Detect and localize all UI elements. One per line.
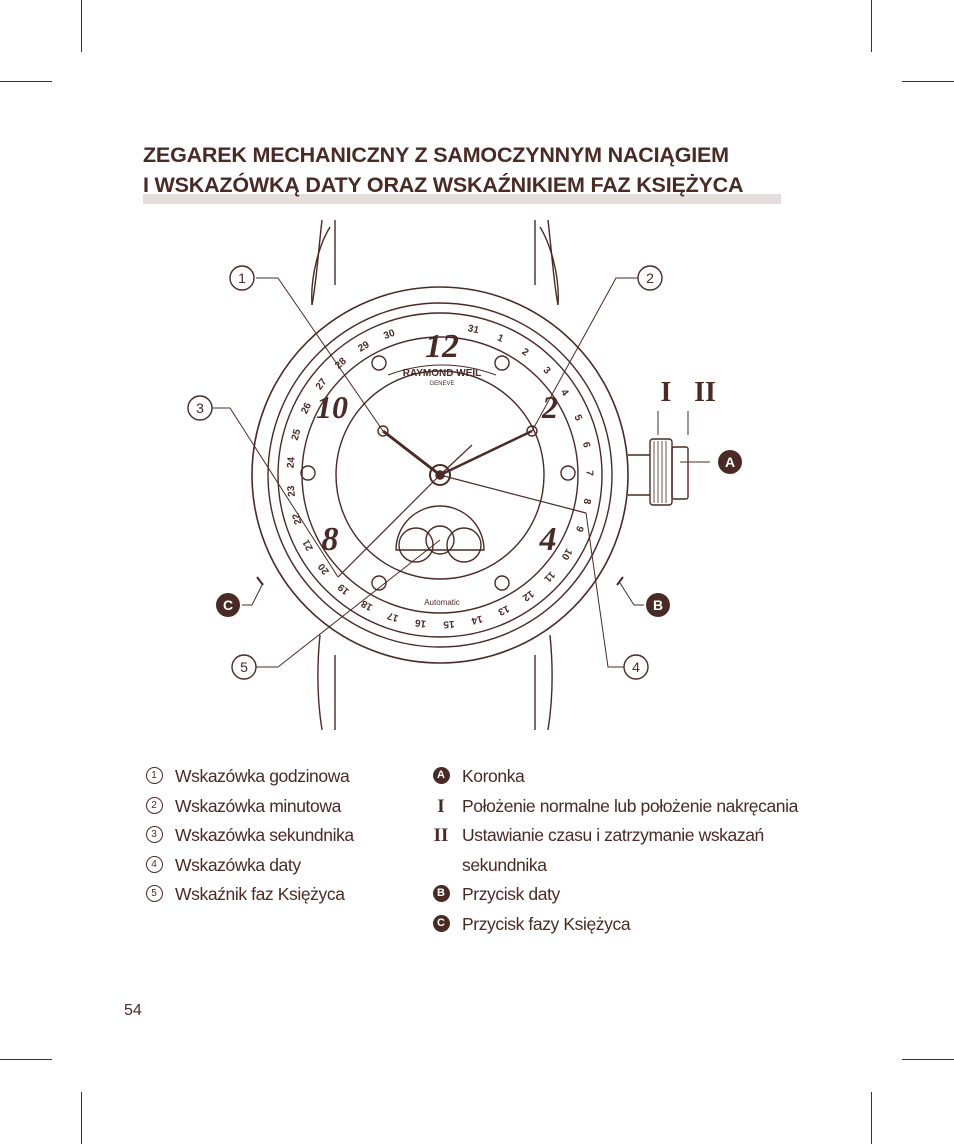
hour-dot xyxy=(495,576,509,590)
date-ring-number: 17 xyxy=(386,609,401,624)
numeral-4: 4 xyxy=(539,521,557,558)
legend-right xyxy=(430,762,798,939)
moon-window xyxy=(396,506,484,550)
crown-stem xyxy=(672,447,688,499)
watch-diagram xyxy=(160,215,800,735)
center-cap xyxy=(436,471,444,479)
legend-item xyxy=(143,851,403,881)
date-ring-number: 21 xyxy=(301,537,316,553)
hour-dot xyxy=(301,466,315,480)
legend-item xyxy=(430,910,790,940)
legend-item xyxy=(430,762,790,792)
hour-dot xyxy=(372,356,386,370)
date-ring-number: 10 xyxy=(558,546,574,562)
numeral-2: 2 xyxy=(542,389,558,425)
seconds-hand xyxy=(338,475,440,577)
legend-text: Wskazówka sekundnika xyxy=(175,825,354,845)
strap-bottom-right-edge xyxy=(548,635,552,730)
date-ring-number: 5 xyxy=(571,413,584,423)
title-line-1: ZEGAREK MECHANICZNY Z SAMOCZYNNYM NACIĄGIEM xyxy=(143,143,729,167)
date-ring-number: 18 xyxy=(359,597,375,613)
date-ring-number: 24 xyxy=(285,456,298,469)
hour-dot xyxy=(495,356,509,370)
legend-text: Koronka xyxy=(462,766,525,786)
strap-top-right-edge xyxy=(548,220,558,305)
legend-marker-a: A xyxy=(433,767,450,784)
date-ring-number: 20 xyxy=(316,560,332,577)
callout-a-label: A xyxy=(724,454,736,470)
callout-b-label: B xyxy=(652,597,664,613)
date-ring-number: 2 xyxy=(519,346,531,359)
date-ring-number: 22 xyxy=(290,511,305,526)
date-ring-number: 8 xyxy=(580,497,593,506)
legend-item xyxy=(143,792,403,822)
callout-2-label: 2 xyxy=(646,270,654,286)
legend-marker-3: 3 xyxy=(146,826,163,843)
hour-dot xyxy=(561,466,575,480)
leader-3 xyxy=(212,408,338,577)
brand-name: RAYMOND WEIL xyxy=(402,368,482,379)
legend-item xyxy=(430,821,790,851)
crown xyxy=(650,439,672,505)
date-ring-number: 11 xyxy=(541,568,557,585)
strap-bottom-left-edge xyxy=(318,635,322,730)
legend-marker-i: I xyxy=(437,795,445,817)
legend-text: Wskazówka godzinowa xyxy=(175,766,350,786)
date-ring-number: 26 xyxy=(299,401,315,416)
legend-item-continuation xyxy=(430,851,790,881)
dial-label: Automatic xyxy=(424,598,460,607)
callout-c-label: C xyxy=(222,597,234,613)
callout-4-label: 4 xyxy=(632,659,640,675)
date-ring-number: 15 xyxy=(443,617,455,630)
date-ring-number: 12 xyxy=(520,587,536,604)
date-ring-number: 23 xyxy=(285,484,298,498)
strap-top-left-edge xyxy=(312,220,322,305)
legend-marker-b: B xyxy=(433,885,450,902)
legend-text: Przycisk daty xyxy=(462,884,560,904)
date-ring-number: 25 xyxy=(289,428,304,442)
leader-5 xyxy=(256,540,440,667)
crop-mark xyxy=(902,1059,954,1060)
brand-sub: GENEVE xyxy=(429,381,455,387)
legend-text: Wskazówka minutowa xyxy=(175,795,341,816)
callout-5-label: 5 xyxy=(240,659,248,675)
date-ring-number: 4 xyxy=(558,387,571,399)
numeral-8: 8 xyxy=(321,521,339,558)
date-ring-number: 6 xyxy=(579,441,592,449)
crop-mark xyxy=(871,0,872,52)
date-ring-number: 31 xyxy=(466,323,480,337)
legend-marker-2: 2 xyxy=(146,797,163,814)
date-ring-number: 27 xyxy=(313,376,330,393)
date-ring-number: 3 xyxy=(540,364,553,377)
legend-text: Wskaźnik faz Księżyca xyxy=(175,884,345,904)
crown-grip xyxy=(654,441,666,503)
position-i-label: I xyxy=(660,377,672,408)
crown-tube xyxy=(628,455,650,495)
date-ring-number: 30 xyxy=(382,327,397,342)
minute-hand xyxy=(440,431,532,475)
lugs-top xyxy=(312,227,559,305)
crop-mark xyxy=(871,1092,872,1144)
date-hand xyxy=(440,475,586,513)
page-number: 54 xyxy=(124,1002,142,1019)
legend-item xyxy=(430,792,798,822)
date-ring-number: 9 xyxy=(572,524,586,534)
legend-text: Wskazówka daty xyxy=(175,854,301,875)
leader-positions xyxy=(658,411,688,435)
legend-text: Ustawianie czasu i zatrzymanie wskazań xyxy=(462,825,764,845)
page-title xyxy=(143,140,781,200)
legend-item xyxy=(143,821,403,851)
numeral-10: 10 xyxy=(316,389,348,425)
date-ring-number: 19 xyxy=(336,581,352,597)
date-ring-number: 7 xyxy=(583,470,595,476)
legend-item xyxy=(143,762,403,792)
legend-marker-c: C xyxy=(433,915,450,932)
date-ring-number: 13 xyxy=(496,602,511,618)
legend-left xyxy=(143,762,403,910)
crop-mark xyxy=(0,81,52,82)
crop-mark xyxy=(81,1092,82,1144)
legend-marker-4: 4 xyxy=(146,856,163,873)
callout-1-label: 1 xyxy=(238,270,246,286)
date-ring-number: 14 xyxy=(470,612,484,627)
legend-marker-ii: II xyxy=(433,825,449,846)
leader-c xyxy=(242,583,263,605)
crop-mark xyxy=(0,1059,52,1060)
legend-text: Położenie normalne lub położenie nakręcania xyxy=(462,795,798,816)
legend-marker-1: 1 xyxy=(146,767,163,784)
crop-mark xyxy=(81,0,82,52)
legend-item xyxy=(430,880,790,910)
legend-item xyxy=(143,880,403,910)
callout-3-label: 3 xyxy=(196,400,204,416)
crop-mark xyxy=(902,81,954,82)
date-ring-number: 16 xyxy=(414,616,427,629)
date-ring-number: 28 xyxy=(333,355,349,372)
position-ii-label: II xyxy=(694,377,716,408)
leader-b xyxy=(620,583,644,605)
date-ring-number: 1 xyxy=(495,332,505,345)
seconds-tail xyxy=(440,445,472,475)
legend-marker-5: 5 xyxy=(146,885,163,902)
legend-text: sekundnika xyxy=(462,854,547,875)
numeral-12: 12 xyxy=(425,328,459,365)
date-ring-number: 29 xyxy=(356,339,372,355)
leader-4 xyxy=(586,513,636,667)
title-line-2: I WSKAZÓWKĄ DATY ORAZ WSKAŹNIKIEM FAZ KSIĘŻYCA xyxy=(143,173,744,197)
legend-text: Przycisk fazy Księżyca xyxy=(462,913,631,934)
